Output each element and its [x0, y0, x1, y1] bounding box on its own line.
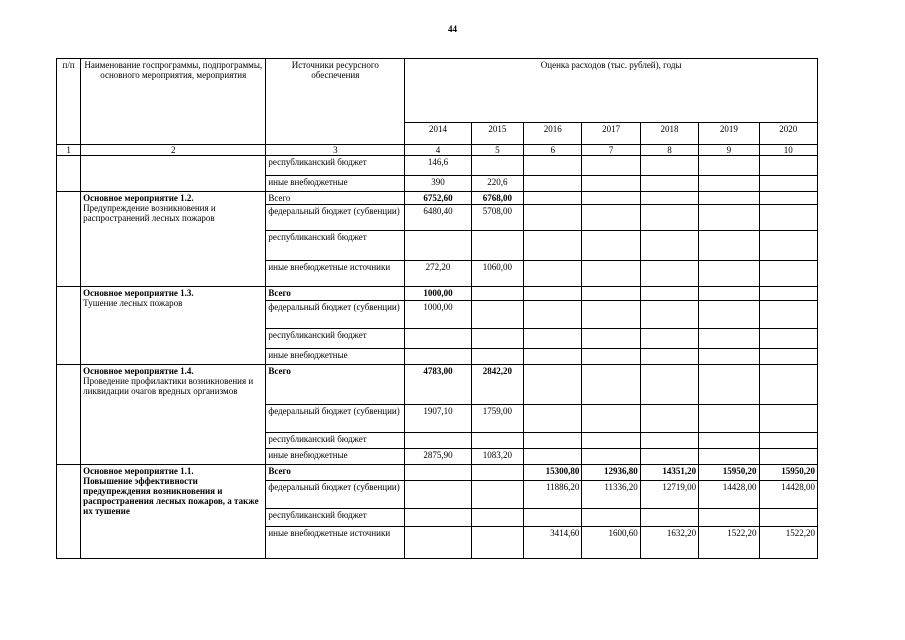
value-cell [471, 509, 523, 527]
value-cell [405, 329, 471, 349]
value-cell [699, 449, 759, 465]
value-cell [759, 365, 817, 405]
value-cell [699, 301, 759, 329]
value-cell [524, 349, 582, 365]
column-number: 6 [524, 145, 582, 156]
column-number: 10 [759, 145, 817, 156]
column-number: 8 [640, 145, 698, 156]
value-cell [699, 287, 759, 301]
value-cell [640, 156, 698, 176]
header-name: Наименование госпрограммы, подпрограммы, основного мероприятия, мероприятия [81, 59, 266, 145]
value-cell: 146,6 [405, 156, 471, 176]
measure-title: Основное мероприятие 1.4. [83, 366, 194, 376]
value-cell [759, 329, 817, 349]
value-cell [524, 405, 582, 433]
index-cell [57, 365, 81, 465]
value-cell [582, 349, 640, 365]
value-cell [582, 261, 640, 287]
value-cell: 5708,00 [471, 205, 523, 231]
value-cell: 3414,60 [524, 527, 582, 559]
value-cell: 6480,40 [405, 205, 471, 231]
value-cell: 2842,20 [471, 365, 523, 405]
table-row [57, 287, 818, 301]
value-cell [640, 349, 698, 365]
value-cell: 1632,20 [640, 527, 698, 559]
column-number: 4 [405, 145, 471, 156]
value-cell [582, 405, 640, 433]
value-cell: 1600,60 [582, 527, 640, 559]
value-cell [640, 176, 698, 192]
value-cell: 2875,90 [405, 449, 471, 465]
value-cell [699, 205, 759, 231]
year-header: 2018 [640, 123, 698, 145]
value-cell [405, 481, 471, 509]
value-cell [471, 433, 523, 449]
value-cell: 15950,20 [759, 465, 817, 481]
value-cell [640, 433, 698, 449]
column-number: 9 [699, 145, 759, 156]
source-cell: Всего [266, 287, 405, 301]
value-cell [582, 329, 640, 349]
value-cell [582, 231, 640, 261]
value-cell [640, 301, 698, 329]
column-number: 2 [81, 145, 266, 156]
table-header [57, 59, 818, 156]
measure-title: Основное мероприятие 1.2. [83, 193, 194, 203]
value-cell [759, 301, 817, 329]
value-cell: 1759,00 [471, 405, 523, 433]
value-cell [699, 192, 759, 205]
measure-name-cell [81, 192, 266, 287]
value-cell [759, 349, 817, 365]
measure-description: Повышение эффективности предупреждения возникновения и распространения лесных пожаров, а также их тушение [83, 476, 259, 516]
value-cell: 15300,80 [524, 465, 582, 481]
value-cell [582, 301, 640, 329]
value-cell [699, 156, 759, 176]
value-cell [759, 261, 817, 287]
value-cell [471, 287, 523, 301]
year-header: 2014 [405, 123, 471, 145]
value-cell [405, 465, 471, 481]
value-cell [524, 192, 582, 205]
value-cell [582, 433, 640, 449]
index-cell [57, 156, 81, 192]
value-cell: 14428,00 [699, 481, 759, 509]
source-cell: иные внебюджетные [266, 176, 405, 192]
source-cell: Всего [266, 365, 405, 405]
value-cell [640, 365, 698, 405]
year-header: 2017 [582, 123, 640, 145]
value-cell [640, 261, 698, 287]
column-number: 3 [266, 145, 405, 156]
value-cell [699, 349, 759, 365]
value-cell [640, 192, 698, 205]
table-body [57, 156, 818, 559]
value-cell [759, 231, 817, 261]
value-cell: 14428,00 [759, 481, 817, 509]
column-number: 7 [582, 145, 640, 156]
column-number: 5 [471, 145, 523, 156]
value-cell [582, 287, 640, 301]
value-cell [759, 176, 817, 192]
value-cell [524, 261, 582, 287]
value-cell [524, 433, 582, 449]
table-row [57, 465, 818, 481]
value-cell [524, 156, 582, 176]
value-cell [471, 481, 523, 509]
value-cell [759, 449, 817, 465]
value-cell [759, 433, 817, 449]
value-cell [524, 231, 582, 261]
value-cell [471, 301, 523, 329]
value-cell: 1060,00 [471, 261, 523, 287]
index-cell [57, 465, 81, 559]
source-cell: федеральный бюджет (субвенции) [266, 301, 405, 329]
budget-table [56, 58, 818, 559]
value-cell [582, 176, 640, 192]
value-cell: 12719,00 [640, 481, 698, 509]
measure-name-cell [81, 287, 266, 365]
value-cell [524, 205, 582, 231]
value-cell [471, 156, 523, 176]
value-cell: 12936,80 [582, 465, 640, 481]
source-cell: Всего [266, 465, 405, 481]
header-source: Источники ресурсного обеспечения [266, 59, 405, 145]
value-cell [640, 287, 698, 301]
measure-description: Проведение профилактики возникновения и ликвидации очагов вредных организмов [83, 376, 254, 396]
table-row [57, 192, 818, 205]
source-cell: федеральный бюджет (субвенции) [266, 481, 405, 509]
value-cell [759, 156, 817, 176]
value-cell [582, 192, 640, 205]
measure-title: Основное мероприятие 1.1. [83, 466, 194, 476]
measure-title: Основное мероприятие 1.3. [83, 288, 194, 298]
value-cell [582, 449, 640, 465]
value-cell [524, 287, 582, 301]
value-cell [640, 449, 698, 465]
source-cell: иные внебюджетные [266, 449, 405, 465]
value-cell [582, 509, 640, 527]
value-cell [759, 192, 817, 205]
value-cell [640, 329, 698, 349]
value-cell [699, 405, 759, 433]
value-cell [699, 231, 759, 261]
index-cell [57, 192, 81, 287]
value-cell [405, 509, 471, 527]
value-cell: 1000,00 [405, 301, 471, 329]
value-cell: 1083,20 [471, 449, 523, 465]
value-cell [471, 231, 523, 261]
name-cell [81, 156, 266, 192]
header-index: п/п [57, 59, 81, 145]
year-header: 2016 [524, 123, 582, 145]
source-cell: федеральный бюджет (субвенции) [266, 405, 405, 433]
index-cell [57, 287, 81, 365]
value-cell [699, 433, 759, 449]
value-cell [582, 205, 640, 231]
value-cell [640, 405, 698, 433]
page-number: 44 [448, 24, 457, 34]
value-cell [471, 527, 523, 559]
value-cell [759, 205, 817, 231]
table-row [57, 365, 818, 405]
value-cell [640, 205, 698, 231]
value-cell: 220,6 [471, 176, 523, 192]
value-cell: 1000,00 [405, 287, 471, 301]
source-cell: федеральный бюджет (субвенции) [266, 205, 405, 231]
source-cell: иные внебюджетные [266, 349, 405, 365]
measure-description: Тушение лесных пожаров [83, 298, 183, 308]
value-cell: 11336,20 [582, 481, 640, 509]
value-cell: 11886,20 [524, 481, 582, 509]
value-cell: 390 [405, 176, 471, 192]
value-cell: 6752,60 [405, 192, 471, 205]
value-cell [699, 261, 759, 287]
value-cell [471, 465, 523, 481]
measure-description: Предупреждение возникновения и распространений лесных пожаров [83, 203, 216, 223]
value-cell [759, 287, 817, 301]
value-cell [471, 329, 523, 349]
source-cell: иные внебюджетные источники [266, 261, 405, 287]
value-cell [524, 365, 582, 405]
measure-name-cell [81, 365, 266, 465]
header-estimate: Оценка расходов (тыс. рублей), годы [405, 59, 818, 123]
source-cell: иные внебюджетные источники [266, 527, 405, 559]
source-cell: республиканский бюджет [266, 231, 405, 261]
year-header: 2019 [699, 123, 759, 145]
value-cell [582, 156, 640, 176]
measure-name-cell [81, 465, 266, 559]
source-cell: республиканский бюджет [266, 156, 405, 176]
value-cell: 6768,00 [471, 192, 523, 205]
value-cell [640, 231, 698, 261]
value-cell [405, 527, 471, 559]
source-cell: республиканский бюджет [266, 433, 405, 449]
value-cell [699, 509, 759, 527]
value-cell [524, 176, 582, 192]
value-cell [405, 231, 471, 261]
value-cell [759, 509, 817, 527]
source-cell: Всего [266, 192, 405, 205]
year-header: 2015 [471, 123, 523, 145]
source-cell: республиканский бюджет [266, 329, 405, 349]
value-cell [699, 365, 759, 405]
value-cell [640, 509, 698, 527]
value-cell [699, 329, 759, 349]
year-header: 2020 [759, 123, 817, 145]
value-cell: 272,20 [405, 261, 471, 287]
value-cell [524, 329, 582, 349]
column-number: 1 [57, 145, 81, 156]
value-cell [524, 509, 582, 527]
value-cell [405, 433, 471, 449]
value-cell [524, 449, 582, 465]
value-cell [759, 405, 817, 433]
value-cell: 1907,10 [405, 405, 471, 433]
value-cell [582, 365, 640, 405]
value-cell: 14351,20 [640, 465, 698, 481]
value-cell [405, 349, 471, 365]
value-cell: 1522,20 [699, 527, 759, 559]
value-cell [699, 176, 759, 192]
value-cell: 15950,20 [699, 465, 759, 481]
table-row [57, 156, 818, 176]
value-cell [524, 301, 582, 329]
value-cell [471, 349, 523, 365]
value-cell: 1522,20 [759, 527, 817, 559]
value-cell: 4783,00 [405, 365, 471, 405]
source-cell: республиканский бюджет [266, 509, 405, 527]
